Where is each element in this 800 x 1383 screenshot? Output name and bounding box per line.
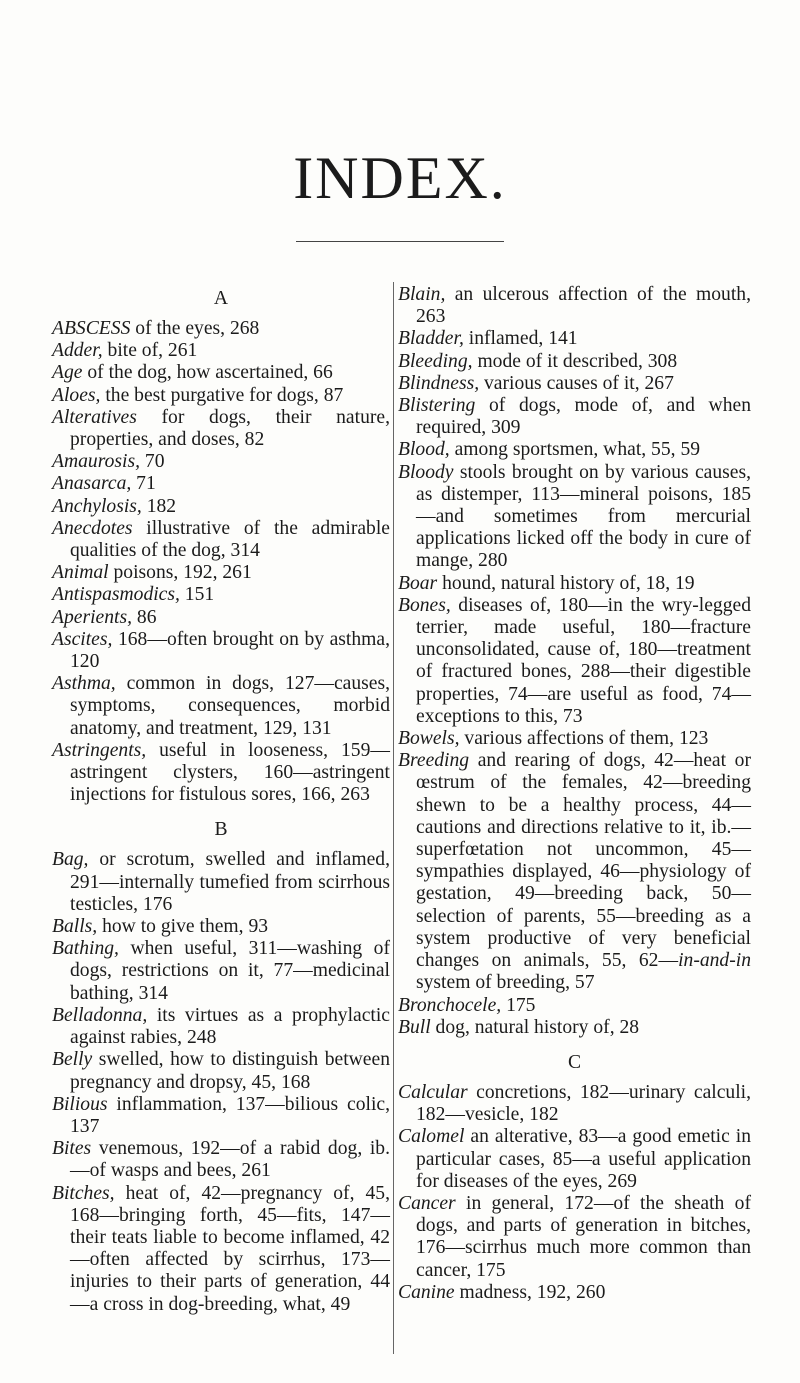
index-entry <box>52 362 390 384</box>
index-term: Bladder, <box>398 328 464 350</box>
index-entry <box>52 629 390 673</box>
index-entry <box>52 849 390 916</box>
index-term: Anecdotes <box>52 517 133 539</box>
index-term: Bleeding, <box>398 350 473 372</box>
index-term: Belladonna, <box>52 1004 148 1026</box>
index-entry <box>398 328 751 350</box>
index-references: or scrotum, swelled and inflamed, 291—internally tumefied from scirrhous testicles, 176 <box>70 849 390 915</box>
index-references: common in dogs, 127—causes, symptoms, consequences, morbid anatomy, and treatment, 129, 131 <box>70 673 390 739</box>
index-entry <box>52 318 390 340</box>
index-term: Blood, <box>398 439 450 461</box>
index-references: madness, 192, 260 <box>454 1281 606 1303</box>
index-entry <box>52 340 390 362</box>
index-term: Blain, <box>398 284 446 305</box>
index-term: Calomel <box>398 1126 465 1148</box>
index-entry <box>52 938 390 1005</box>
index-entry <box>52 740 390 807</box>
index-references: among sportsmen, what, 55, 59 <box>449 439 701 461</box>
index-references: various affections of them, 123 <box>459 728 709 750</box>
index-entry <box>52 518 390 562</box>
index-subterm: in-and-in <box>678 950 751 972</box>
index-entry <box>398 462 751 573</box>
index-entry <box>398 728 751 750</box>
index-references: 86 <box>132 606 157 628</box>
index-references: stools brought on by various causes, as distemper, 113—mineral poisons, 185—and sometimes from mercurial applications licked off the body in cure of mange, 280 <box>416 461 751 572</box>
index-term: Bathing, <box>52 938 119 960</box>
index-entry <box>398 1126 751 1193</box>
index-term: Bull <box>398 1016 431 1038</box>
index-references: bite of, 261 <box>102 340 198 362</box>
index-entry <box>52 451 390 473</box>
index-term: Ascites, <box>52 628 113 650</box>
column-divider <box>393 282 394 1354</box>
index-entry <box>398 1082 751 1126</box>
index-references: for dogs, their nature, properties, and doses, 82 <box>70 406 390 451</box>
index-references: useful in looseness, 159—astringent clysters, 160—astringent injections for fistulous sores, 166, 263 <box>70 739 390 806</box>
index-term: Adder, <box>52 340 103 362</box>
index-references: 71 <box>131 473 156 495</box>
index-references: inflammation, 137—bilious colic, 137 <box>70 1093 390 1137</box>
index-entry <box>52 1049 390 1093</box>
index-term: Bloody <box>398 461 454 483</box>
section-letter: C <box>567 1051 582 1073</box>
index-entry <box>52 673 390 740</box>
index-references: its virtues as a prophylactic against rabies, 248 <box>70 1004 390 1049</box>
index-entry <box>398 595 751 728</box>
index-references: an alterative, 83—a good emetic in particular cases, 85—a useful application for diseases of the eyes, 269 <box>416 1126 751 1192</box>
index-term: ABSCESS <box>52 318 131 339</box>
index-entry <box>52 607 390 629</box>
index-entry <box>398 1017 751 1039</box>
index-references: 70 <box>140 451 165 473</box>
index-references: venemous, 192—of a rabid dog, ib.—of wasps and bees, 261 <box>70 1138 390 1182</box>
index-references: of the dog, how ascertained, 66 <box>82 362 333 384</box>
index-entry <box>398 284 751 328</box>
index-references: swelled, how to distinguish between pregnancy and dropsy, 45, 168 <box>70 1049 390 1093</box>
index-term: Calcular <box>398 1081 468 1103</box>
index-references: illustrative of the admirable qualities of the dog, 314 <box>70 517 390 562</box>
index-term: Asthma, <box>52 673 116 695</box>
index-term: Belly <box>52 1049 93 1071</box>
index-term: Animal <box>52 562 109 584</box>
right-column <box>398 284 751 1304</box>
index-references: and rearing of dogs, 42—heat or œstrum of the females, 42—breeding shewn to be a healthy process, 44—cautions and directions relative to it, ib.—superfœtation not uncommon, 45—sympathies displayed, 46—physiology of gestation, 49—breeding back, 50—selection of parents, 55—breeding as a system productive of very beneficial changes on animals, 55, 62— <box>416 750 751 972</box>
index-references: poisons, 192, 261 <box>108 562 252 584</box>
index-references: an ulcerous affection of the mouth, 263 <box>416 284 751 328</box>
index-references: 175 <box>501 994 536 1016</box>
index-entry <box>398 750 751 994</box>
index-references: hound, natural history of, 18, 19 <box>437 572 695 594</box>
index-term: Aloes, <box>52 384 101 406</box>
index-entry <box>398 373 751 395</box>
index-entry <box>398 573 751 595</box>
index-entry <box>398 439 751 461</box>
index-term: Amaurosis, <box>52 451 140 473</box>
left-column <box>52 284 390 1316</box>
index-entry <box>52 473 390 495</box>
index-term: Anchylosis, <box>52 495 142 517</box>
index-references-tail: system of breeding, 57 <box>416 972 595 994</box>
index-entry <box>52 1005 390 1049</box>
index-term: Aperients, <box>52 606 132 628</box>
index-term: Balls, <box>52 916 98 938</box>
index-term: Alteratives <box>52 406 137 428</box>
index-references: of the eyes, 268 <box>130 318 260 339</box>
index-term: Boar <box>398 572 438 594</box>
index-references: diseases of, 180—in the wry-legged terrier, made useful, 180—fracture unconsolidated, cause of, 180—treatment of fractured bones, 288—their digestible properties, 74—are useful as food, 74—exceptions to this, 73 <box>416 594 751 727</box>
index-references: 168—often brought on by asthma, 120 <box>70 628 390 673</box>
index-term: Breeding <box>398 750 470 772</box>
index-entry <box>52 1138 390 1182</box>
index-references: the best purgative for dogs, 87 <box>100 384 344 406</box>
section-letter: A <box>213 288 229 309</box>
index-references: 182 <box>141 495 177 517</box>
index-entry <box>52 496 390 518</box>
index-references: heat of, 42—pregnancy of, 45, 168—bringing forth, 45—fits, 147—their teats liable to become inflamed, 42—often affected by scirrhus, 173—injuries to their parts of generation, 44—a cross in dog-breeding, what, 49 <box>70 1182 390 1315</box>
index-term: Canine <box>398 1281 455 1303</box>
index-references: of dogs, mode of, and when required, 309 <box>416 395 751 439</box>
index-references: how to give them, 93 <box>97 916 269 938</box>
index-term: Bites <box>52 1138 92 1160</box>
index-term: Bag, <box>52 849 89 871</box>
index-term: Blindness, <box>398 372 480 394</box>
index-references: in general, 172—of the sheath of dogs, and parts of generation in bitches, 176—scirrhus much more common than cancer, 175 <box>416 1192 751 1281</box>
index-entry <box>398 395 751 439</box>
section-letter: B <box>214 819 228 841</box>
index-references: concretions, 182—urinary calculi, 182—vesicle, 182 <box>416 1081 751 1126</box>
index-term: Antispasmodics, <box>52 584 180 606</box>
index-entry <box>52 407 390 451</box>
index-entry <box>398 1193 751 1282</box>
index-entry <box>52 1094 390 1138</box>
index-references: when useful, 311—washing of dogs, restrictions on it, 77—medicinal bathing, 314 <box>70 938 390 1004</box>
index-term: Astringents, <box>52 739 147 761</box>
index-entry <box>398 1282 751 1304</box>
index-term: Bones, <box>398 594 451 616</box>
index-term: Bronchocele, <box>398 994 502 1016</box>
index-term: Age <box>52 362 83 384</box>
index-term: Blistering <box>398 395 476 417</box>
index-entry <box>52 562 390 584</box>
index-term: Cancer <box>398 1192 456 1214</box>
index-entry <box>52 1183 390 1316</box>
index-references: various causes of it, 267 <box>479 372 674 394</box>
index-entry <box>52 584 390 606</box>
index-entry <box>52 916 390 938</box>
index-term: Bitches, <box>52 1182 115 1204</box>
index-references: inflamed, 141 <box>463 328 578 350</box>
index-term: Bowels, <box>398 728 460 750</box>
index-term: Bilious <box>52 1093 108 1115</box>
index-references: dog, natural history of, 28 <box>430 1016 640 1038</box>
index-entry <box>52 385 390 407</box>
title-rule <box>296 241 504 242</box>
index-references: mode of it described, 308 <box>472 350 678 372</box>
index-term: Anasarca, <box>52 473 132 495</box>
page-title: INDEX. <box>293 145 507 211</box>
index-entry <box>398 351 751 373</box>
index-references: 151 <box>179 584 215 606</box>
index-entry <box>398 995 751 1017</box>
